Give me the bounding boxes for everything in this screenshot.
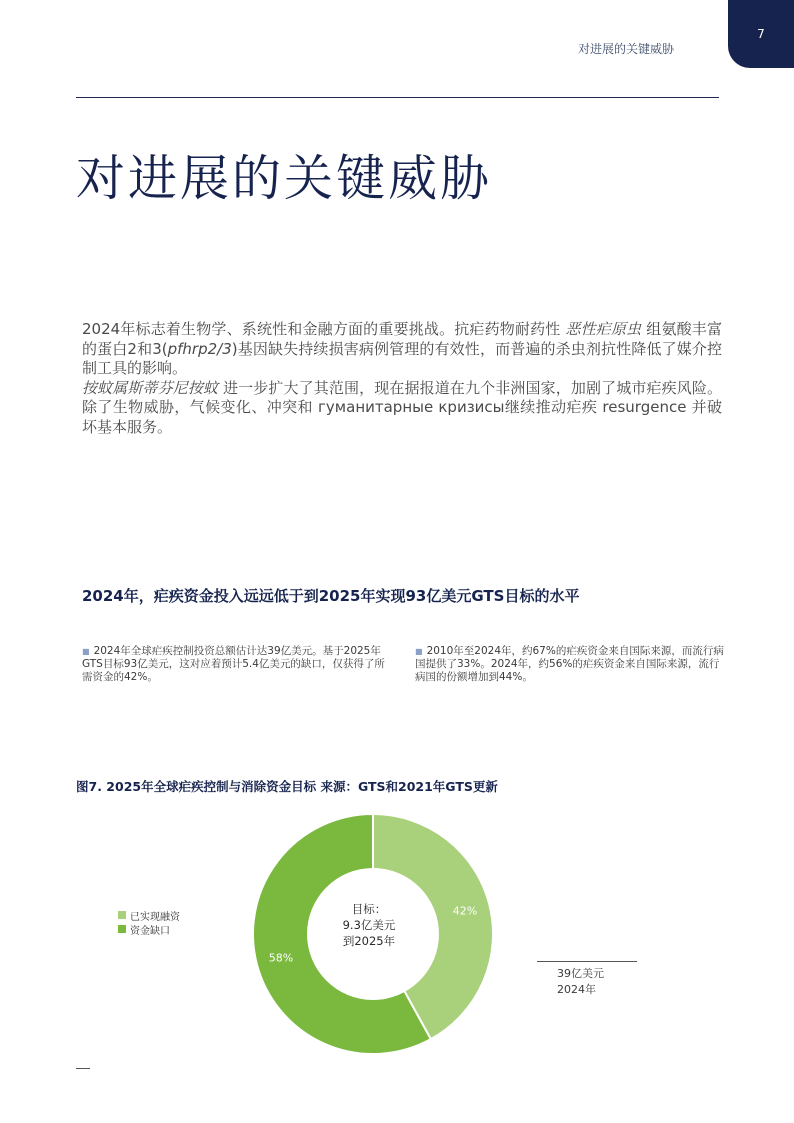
bullet-square-icon: ■: [82, 647, 90, 656]
intro-italic-gene: pfhrp2/3: [167, 339, 232, 358]
intro-text: [82, 320, 722, 437]
slice-value-label: 42%: [452, 904, 478, 918]
legend-label: 已实现融资: [130, 911, 180, 923]
note-right: [415, 645, 725, 684]
note-left: [82, 645, 387, 684]
note-left-text: 2024年全球疟疾控制投资总额估计达39亿美元。基于2025年GTS目标93亿美元，这对应着预计5.4亿美元的缺口，仅获得了所需资金的42%。: [82, 645, 385, 683]
center-label-line1: 目标：: [351, 902, 387, 916]
annotation-leader-line: [537, 961, 637, 962]
page-number: 7: [757, 27, 765, 41]
center-label-line3: 到2025年: [342, 934, 396, 948]
intro-text-run: 进一步扩大了其范围，现在据报道在九个非洲国家，加剧了城市疟疾风险。除了生物威胁，气候变化、冲突和 гуманитарные кризисы继续推动疟疾 resurgence 并破坏基本服务。: [82, 378, 722, 436]
intro-paragraph-1: [82, 320, 722, 379]
intro-text-run: 2024年标志着生物学、系统性和金融方面的重要挑战。抗疟药物耐药性: [82, 320, 566, 338]
chart-legend: [118, 908, 180, 936]
legend-item-gap: [118, 922, 180, 936]
legend-swatch: [118, 925, 126, 933]
center-label-line2: 9.3亿美元: [342, 918, 396, 932]
intro-italic-species: 按蚊属斯蒂芬尼按蚊: [82, 378, 219, 397]
note-right-text: 2010年至2024年，约67%的疟疾资金来自国际来源，而流行病国提供了33%。2024年，约56%的疟疾资金来自国际来源，流行病国的份额增加到44%。: [415, 645, 724, 683]
intro-text-run: )基因缺失持续损害病例管理的有效性，而普遍的杀虫剂抗性降低了媒介控制工具的影响。: [82, 339, 722, 377]
intro-text-run: 组氨酸丰富的蛋白2和3(: [82, 320, 722, 358]
intro-paragraph-2: [82, 379, 722, 438]
annotation-year: 2024年: [557, 983, 596, 996]
figure-title: 图7. 2025年全球疟疾控制与消除资金目标 来源：GTS和2021年GTS更新: [76, 779, 498, 794]
page-number-tab: [728, 0, 794, 68]
intro-italic-term: 恶性疟原虫: [565, 320, 642, 338]
running-title: 对进展的关键威胁: [578, 42, 675, 56]
legend-swatch: [118, 911, 126, 919]
footer-rule: [76, 1068, 90, 1069]
chart-annotation: [557, 966, 604, 998]
legend-item-funded: [118, 908, 180, 922]
section-heading: 2024年，疟疾资金投入远远低于到2025年实现93亿美元GTS目标的水平: [82, 587, 580, 605]
legend-label: 资金缺口: [130, 925, 170, 937]
donut-chart: [251, 812, 495, 1056]
slice-value-label: 58%: [268, 951, 294, 965]
header-divider: [76, 97, 719, 98]
bullet-square-icon: ■: [415, 647, 423, 656]
page-title: 对进展的关键威胁: [76, 150, 493, 207]
annotation-amount: 39亿美元: [557, 967, 604, 980]
